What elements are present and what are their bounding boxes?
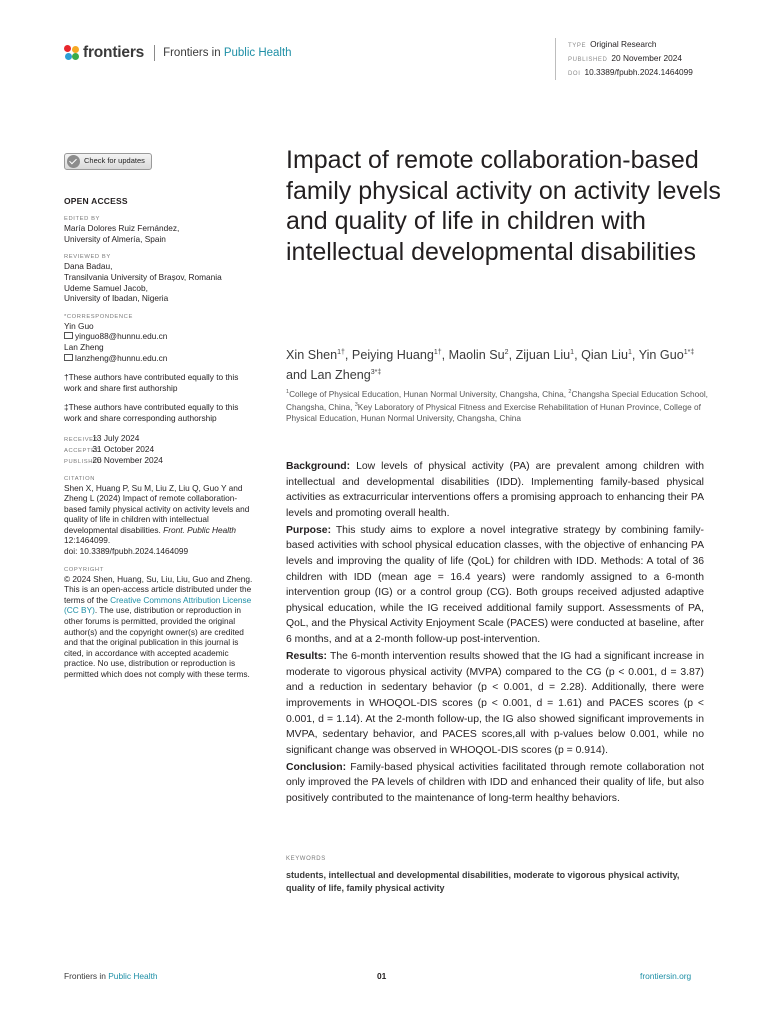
footer-website-link[interactable]: frontiersin.org [640, 971, 692, 981]
journal-name: Frontiers in Public Health [163, 47, 292, 59]
mail-icon [64, 332, 73, 339]
logo-divider [154, 45, 155, 61]
meta-doi: DOI 10.3389/fpubh.2024.1464099 [568, 67, 693, 77]
keywords: students, intellectual and developmental disabilities, moderate to vigorous physical activity, quality of life, family physical activity [286, 870, 680, 893]
checkmark-icon [67, 155, 80, 168]
citation-block: CITATION Shen X, Huang P, Su M, Liu Z, Liu Q, Guo Y and Zheng L (2024) Impact of remote collaboration-based family physical activity on activity levels and quality of life in children with intellectual developmental disabilities. Front. Public Health 12:1464099. doi: 10.3389/fpubh.2024.1464099 [64, 475, 250, 557]
author: Xin Shen [286, 348, 338, 363]
author: Qian Liu [581, 348, 628, 363]
sidebar [64, 153, 254, 680]
author-note-first: †These authors have contributed equally to this work and share first authorship [64, 372, 239, 393]
email-link[interactable]: lanzheng@hunnu.edu.cn [64, 353, 254, 364]
edited-by-block: EDITED BY María Dolores Ruiz Fernández, University of Almería, Spain [64, 216, 180, 244]
dates-block: RECEIVED 13 July 2024 ACCEPTED 31 October 2024 PUBLISHED 20 November 2024 [64, 432, 163, 465]
article-title: Impact of remote collaboration-based family physical activity on activity levels and quality of life in children with intellectual developmental disabilities [286, 146, 721, 266]
author: Lan Zheng [310, 368, 371, 383]
affiliations: $^1$College of Physical Education, Hunan Normal University, Changsha, China, $^2$Changsha Special Education School, Changsha, China, $^3$Key Laboratory of Physical Fitness and Exercise Rehabilitation of Hunan Province, College of Physical Education, Hunan Normal University, Changsha, China [286, 388, 708, 423]
open-access-label: OPEN ACCESS [64, 195, 128, 206]
logo-text: frontiers [83, 44, 145, 61]
author-note-corresponding: ‡These authors have contributed equally to this work and share corresponding authorship [64, 402, 239, 423]
author: Yin Guo [638, 348, 684, 363]
license-link[interactable]: Creative Commons Attribution License (CC BY) [64, 594, 252, 616]
abstract-purpose: Purpose: This study aims to explore a novel integrative strategy by combining family-based activities with school physical education classes, with the objective of enhancing PA levels and improving the quality of life (QoL) for children with IDD. Methods: A total of 36 children with IDD (mean age = 16.4 years) were randomly assigned to a 6-month intervention group (IG) or a control group (CG). Both groups received adjusted adaptive physical education, while the IG received additional family support. Assessments of PA, QoL, and the Physical Activity Enjoyment Scale (PACES) were conducted at baseline, after 6 months, and at a 2-month follow-up post-intervention. [286, 524, 704, 646]
meta-published: PUBLISHED 20 November 2024 [568, 53, 682, 63]
abstract [286, 459, 704, 808]
author-list: Xin Shen$^{1\dagger}$, Peiying Huang$^{1\dagger}$, Maolin Su$^2$, Zijuan Liu$^1$, Qian Liu$^1$, Yin Guo$^{1*\ddagger}$ and Lan Zheng$^{3*\ddagger}$ [286, 348, 695, 383]
email-link[interactable]: yinguo88@hunnu.edu.cn [64, 331, 254, 342]
article-meta [555, 38, 693, 80]
journal-logo [64, 42, 292, 64]
frontiers-logo-icon [64, 45, 80, 61]
footer-journal: Frontiers in Public Health [64, 971, 158, 981]
mail-icon [64, 354, 73, 361]
correspondence-block: *CORRESPONDENCE Yin Guo yinguo88@hunnu.edu.cn Lan Zheng lanzheng@hunnu.edu.cn [64, 313, 254, 363]
meta-type: TYPE Original Research [568, 39, 657, 49]
reviewed-by-block: REVIEWED BY Dana Badau, Transilvania University of Brașov, Romania Udeme Samuel Jacob, University of Ibadan, Nigeria [64, 254, 222, 304]
check-for-updates-button[interactable]: Check for updates [64, 153, 152, 170]
keywords-label: KEYWORDS [286, 856, 326, 862]
abstract-results: Results: The 6-month intervention results showed that the IG had a significant increase in moderate to vigorous physical activity (MVPA) compared to the CG (p < 0.001, d = 3.87) and a reduction in sedentary behavior (p < 0.001, d = 2.28). Additionally, there were improvements in WHOQOL-DIS scores (p < 0.001, d = 1.61) and PACES scores (p < 0.001, d = 1.14). At the 2-month follow-up, the IG also showed significant improvements in MVPA, sedentary behavior, and PACES scores,all with p-values below 0.001, while no significant change was observed in WHOQOL-DIS scores (p = 0.914). [286, 651, 704, 756]
page-number: 01 [377, 971, 387, 981]
copyright-block: COPYRIGHT © 2024 Shen, Huang, Su, Liu, Liu, Guo and Zheng. This is an open-access article distributed under the terms of the Creative Commons Attribution License (CC BY). The use, distribution or reproduction in other forums is permitted, provided the original author(s) and the copyright owner(s) are credited and that the original publication in this journal is cited, in accordance with accepted academic practice. No use, distribution or reproduction is permitted which does not comply with these terms. [64, 566, 253, 679]
abstract-conclusion: Conclusion: Family-based physical activities facilitated through remote collaboration not only improved the PA levels of children with IDD and enhanced their quality of life, but also positively contributed to the maintenance of long-term healthy behaviors. [286, 761, 704, 804]
abstract-background: Background: Low levels of physical activity (PA) are prevalent among children with intellectual and developmental disabilities (IDD). Implementing family-based physical activities as extracurricular interventions offers a promising approach to enhancing their PA levels and promoting overall health. [286, 461, 704, 519]
author: Peiying Huang [351, 348, 434, 363]
author: Maolin Su [448, 348, 505, 363]
author: Zijuan Liu [515, 348, 571, 363]
